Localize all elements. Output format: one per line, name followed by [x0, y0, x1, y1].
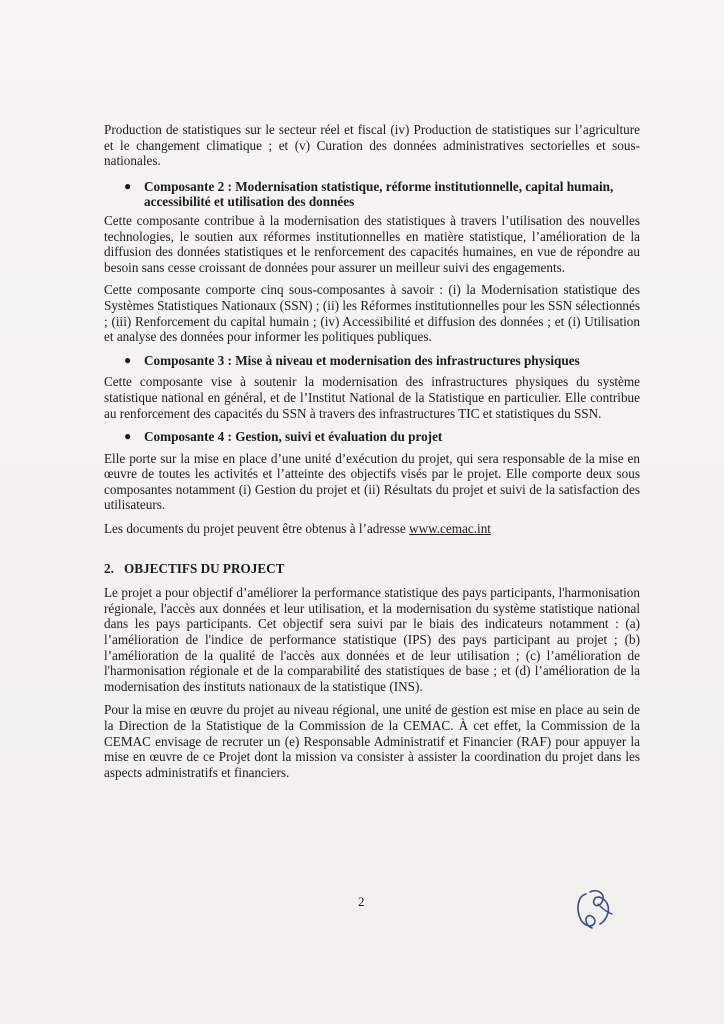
documents-line: [104, 521, 640, 537]
composante-2-title: Composante 2 : Modernisation statistique, réforme institutionnelle, capital humain, accessibilité et utilisation des données: [144, 178, 614, 210]
signature-initials-icon: [572, 884, 618, 932]
bullet-icon: ●: [124, 429, 132, 444]
cemac-website-link[interactable]: www.cemac.int: [409, 521, 491, 537]
section-2-paragraph-2: Pour la mise en œuvre du projet au niveau régional, une unité de gestion est mise en place au sein de la Direction de la Statistique de la Commission de la CEMAC. À cet effet, la Commission de la CEMAC envisage de recruter un (e) Responsable Administratif et Financier (RAF) pour appuyer la mise en œuvre de ce Projet dont la mission va consister à assister la coordination du projet dans les aspects administratifs et financiers.: [104, 702, 640, 780]
composante-3-paragraph: Cette composante vise à soutenir la modernisation des infrastructures physiques du système statistique national en général, et de l’Institut National de la Statistique en particulier. Elle contribue au renforcement des capacités du SSN à travers des infrastructures TIC et statistiques du SSN.: [104, 374, 640, 421]
bullet-icon: ●: [124, 178, 132, 193]
section-2-title: OBJECTIFS DU PROJECT: [124, 560, 285, 576]
page-content: [104, 122, 640, 780]
composante-2-heading: [124, 179, 640, 210]
composante-4-title: Composante 4 : Gestion, suivi et évaluation du projet: [144, 429, 443, 445]
bullet-icon: ●: [124, 352, 132, 367]
composante-2-paragraph-1: Cette composante contribue à la modernisation des statistiques à travers l’utilisation des nouvelles technologies, le soutien aux réformes institutionnelles en matière statistique, l’amélioration de la diffusion des données statistiques et le renforcement des capacités humaines, en vue de répondre au besoin sans cesse croissant de données pour assurer un meilleur suivi des engagements.: [104, 212, 640, 275]
documents-line-text: Les documents du projet peuvent être obtenus à l’adresse: [104, 521, 410, 537]
section-2-heading: [104, 561, 640, 577]
composante-3-heading: [124, 353, 640, 369]
section-2-number: 2.: [104, 560, 114, 576]
section-2-paragraph-1: Le projet a pour objectif d’améliorer la performance statistique des pays participants, l'harmonisation régionale, l'accès aux données et leur utilisation, et la modernisation du système statistique national dans les pays participants. Cet objectif sera suivi par le biais des indicateurs notamment : (a) l’amélioration de l'indice de performance statistique (IPS) des pays participant au projet ; (b) l’amélioration de la qualité de l'accès aux données et de leur utilisation ; (c) l’amélioration de l'harmonisation régionale et de la comparabilité des statistiques de base ; et (d) l’amélioration de la modernisation des instituts nationaux de la statistique (INS).: [104, 585, 640, 694]
page-number: 2: [358, 894, 365, 909]
composante-4-heading: [124, 429, 640, 445]
composante-4-paragraph: Elle porte sur la mise en place d’une unité d’exécution du projet, qui sera responsable de la mise en œuvre de toutes les activités et l’atteinte des objectifs visés par le projet. Elle comporte deux sous composantes notamment (i) Gestion du projet et (ii) Résultats du projet et suivi de la satisfaction des utilisateurs.: [104, 450, 640, 513]
intro-paragraph: Production de statistiques sur le secteur réel et fiscal (iv) Production de statistiques sur l’agriculture et le changement climatique ; et (v) Curation des données administratives sectorielles et sous-nationales.: [104, 122, 640, 169]
composante-2-paragraph-2: Cette composante comporte cinq sous-composantes à savoir : (i) la Modernisation statistique des Systèmes Statistiques Nationaux (SSN) ; (ii) les Réformes institutionnelles pour les SSN sélectionnés ; (iii) Renforcement du capital humain ; (iv) Accessibilité et diffusion des données ; et (i) Utilisation et analyse des données pour informer les politiques publiques.: [104, 282, 640, 345]
composante-3-title: Composante 3 : Mise à niveau et modernisation des infrastructures physiques: [144, 352, 580, 368]
